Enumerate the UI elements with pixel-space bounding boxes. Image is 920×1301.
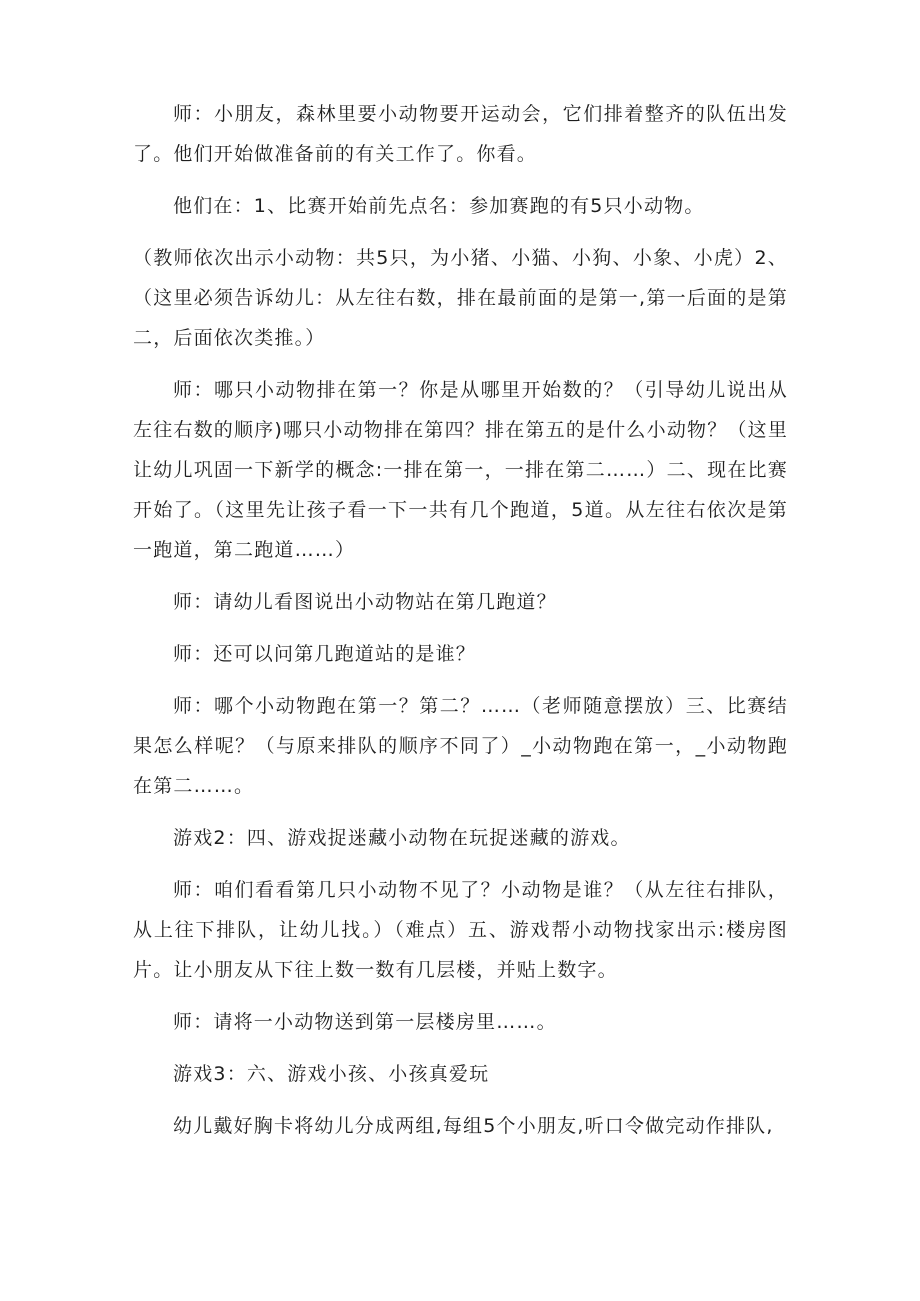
paragraph-11: 游戏3：六、游戏小孩、小孩真爱玩: [173, 1063, 490, 1085]
paragraph-2: 他们在：1、比赛开始前先点名：参加赛跑的有5只小动物。: [173, 195, 705, 217]
paragraph-3: （教师依次出示小动物：共5只，为小猪、小猫、小狗、小象、小虎）2、（这里必须告诉幼儿：从左往右数，排在最前面的是第一,第一后面的是第二，后面依次类推。）: [133, 247, 788, 349]
paragraph-1: 师：小朋友，森林里要小动物要开运动会，它们排着整齐的队伍出发了。他们开始做准备前的有关工作了。你看。: [133, 103, 788, 165]
paragraph-10: 师：请将一小动物送到第一层楼房里……。: [173, 1011, 557, 1033]
paragraph-5: 师：请幼儿看图说出小动物站在第几跑道？: [173, 591, 557, 613]
paragraph-4: 师：哪只小动物排在第一？你是从哪里开始数的？（引导幼儿说出从左往右数的顺序)哪只小动物排在第四？排在第五的是什么小动物？（这里让幼儿巩固一下新学的概念:一排在第一，一排在第二……）二、现在比赛开始了。（这里先让孩子看一下一共有几个跑道，5道。从左往右依次是第一跑道，第二跑道……）: [133, 379, 789, 561]
paragraph-7: 师：哪个小动物跑在第一？第二？……（老师随意摆放）三、比赛结果怎么样呢？（与原来排队的顺序不同了）_小动物跑在第一，_小动物跑在第二……。: [133, 695, 788, 797]
paragraph-8: 游戏2：四、游戏捉迷藏小动物在玩捉迷藏的游戏。: [173, 827, 631, 849]
paragraph-6: 师：还可以问第几跑道站的是谁？: [173, 643, 477, 665]
paragraph-12: 幼儿戴好胸卡将幼儿分成两组,每组5个小朋友,听口令做完动作排队,: [173, 1115, 774, 1137]
paragraph-9: 师：咱们看看第几只小动物不见了？小动物是谁？（从左往右排队，从上往下排队，让幼儿找。）（难点）五、游戏帮小动物找家出示:楼房图片。让小朋友从下往上数一数有几层楼，并贴上数字。: [133, 879, 788, 981]
document-body: [133, 94, 788, 1146]
